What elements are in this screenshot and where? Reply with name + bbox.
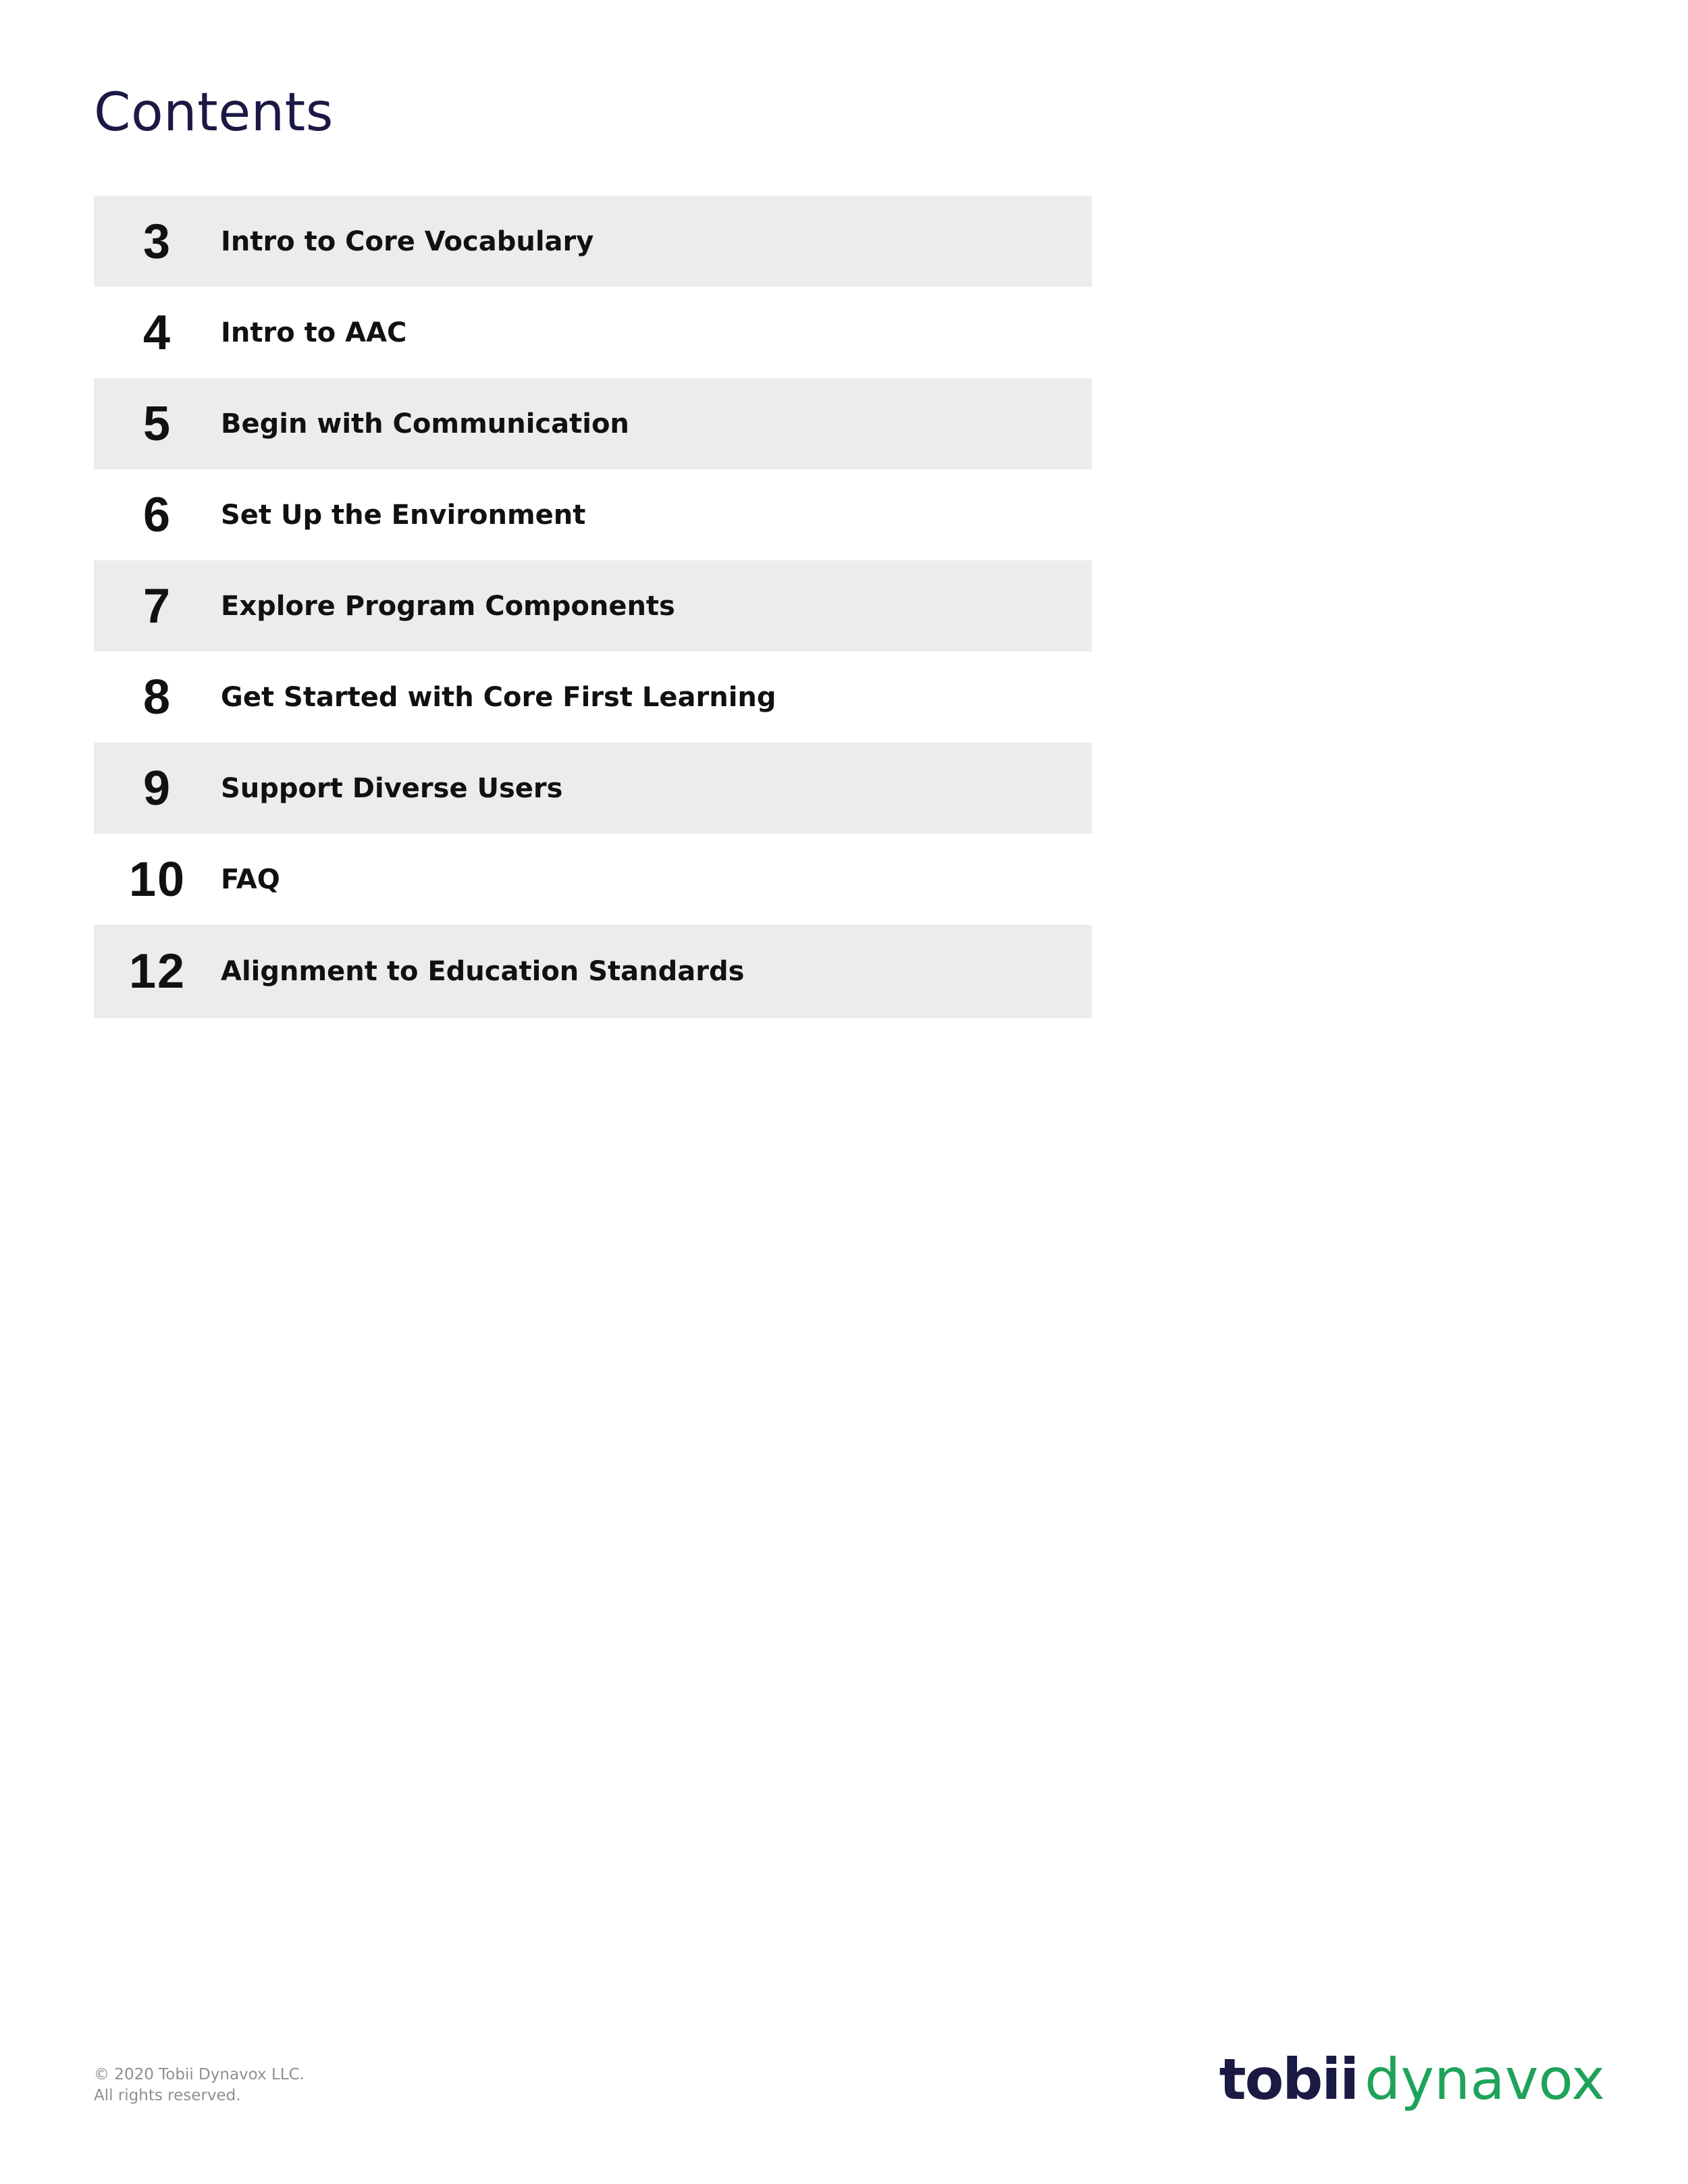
toc-page-number: 6: [142, 487, 172, 542]
toc-entry-title: Intro to AAC: [221, 317, 407, 348]
toc-entry-title: Intro to Core Vocabulary: [221, 225, 594, 257]
toc-page-number: 3: [142, 214, 172, 269]
toc-entry-faq[interactable]: [94, 834, 1092, 925]
copyright-line: © 2020 Tobii Dynavox LLC.: [94, 2066, 305, 2083]
toc-entry-get-started-core-first[interactable]: [94, 651, 1092, 743]
page-title: Contents: [94, 82, 334, 143]
logo-wordmark-tobii: tobii: [1219, 2046, 1359, 2112]
table-of-contents: [94, 196, 1092, 1018]
toc-page-number: 8: [142, 670, 172, 724]
toc-entry-intro-core-vocabulary[interactable]: [94, 196, 1092, 287]
rights-line: All rights reserved.: [94, 2087, 241, 2104]
toc-page-number: 5: [142, 396, 172, 451]
logo-wordmark-dynavox: dynavox: [1365, 2046, 1605, 2112]
toc-entry-begin-communication[interactable]: [94, 378, 1092, 469]
toc-entry-alignment-standards[interactable]: [94, 925, 1092, 1018]
toc-entry-title: Get Started with Core First Learning: [221, 681, 776, 713]
toc-page-number: 7: [142, 579, 172, 633]
tobii-dynavox-logo: [1219, 2046, 1605, 2113]
toc-page-number: 4: [142, 305, 172, 360]
toc-page-number: 12: [128, 944, 186, 998]
toc-entry-title: Explore Program Components: [221, 590, 675, 622]
toc-entry-title: FAQ: [221, 863, 280, 895]
toc-entry-title: Alignment to Education Standards: [221, 956, 745, 987]
toc-entry-title: Support Diverse Users: [221, 772, 563, 804]
toc-entry-explore-program-components[interactable]: [94, 560, 1092, 651]
toc-entry-title: Set Up the Environment: [221, 499, 586, 531]
toc-entry-set-up-environment[interactable]: [94, 469, 1092, 560]
toc-entry-title: Begin with Communication: [221, 408, 629, 440]
toc-entry-intro-aac[interactable]: [94, 287, 1092, 378]
copyright-notice: [94, 2065, 305, 2106]
toc-page-number: 10: [128, 852, 186, 907]
toc-page-number: 9: [142, 761, 172, 816]
toc-entry-support-diverse-users[interactable]: [94, 743, 1092, 834]
